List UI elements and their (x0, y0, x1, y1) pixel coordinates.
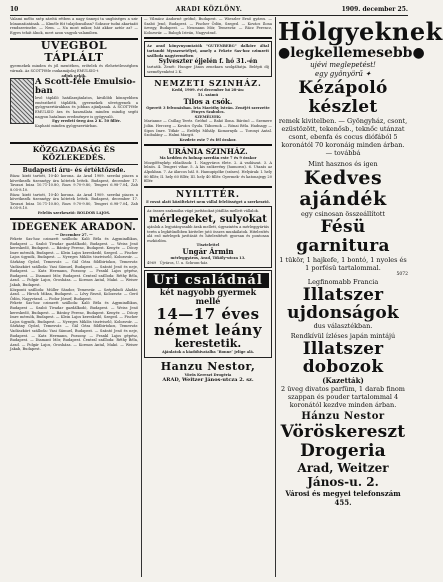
newspaper-title: ARADI KÖZLÖNY. (175, 6, 243, 13)
scott-ad-price: Egy eredeti üveg ára 2 K. 50 fillér. (52, 119, 121, 124)
divider (144, 144, 272, 146)
market-foot: Felelős szerkesztő: BOLDOR LAJOS. (37, 210, 111, 215)
idegen-text: Központi szálloda: Müller Sándor, Temesvár. — Szépfaludi Aladár, Arad. — Hirsch Miksa, Budapest. — Lővy Rezső, Kolozsvár. — Gerő Ödön, Nagyvárad. — Fodor József, Budapest. (10, 287, 138, 301)
idegen-text: Fekete Sas-hoz czimzett szálloda: Kaló Béla és Agymindlikus, Budapest — Szabó Tivadar gazdálkodó, Budapest. — Weiss Jenő kereskedő, Budapest. — Bárány Ferenc, Budapest. Kenyér. — Dóczy Imre mérnök, Budapest. — Klein Lajos kereskedő, Szeged. — Fischer Lajos ügynök, Budapest. — Nyerges Miklós tisztviselő, Kolozsvár. — Sárkány Győző, Temesvár. — Gál Géza földbirtokos, Temesvár. Vadászkürt szálloda: Vasi Sámuel, Budapest. — Szántó Jenő és neje, Budapest. — Katz Hermann, Pozsony. — Frankl Lajos gépész, Budapest. — Diamant Mór, Budapest. Central szálloda: Réthy Béla, Arad. — Polgár Lajos, Orosháza. — Kormos Antal, Makó. — Weiser Jakab, Budapest. (10, 301, 138, 352)
cast-foot: Kezdete este 7 és fél órakor. (179, 137, 237, 142)
column-2 (144, 17, 272, 577)
ungar-foot (147, 261, 269, 266)
uri-kel: két nagyobb gyermek mellé (159, 287, 257, 307)
nemzeti-date: Kedd, 1909. évi december hó 28-án: (171, 88, 245, 93)
gutenberg-ad-text: Az arad könyvnyomtatók "GUTENBERG" dalköre által tartandó Mysszesetélyei, amely a Fekete Sas-hoz czimzett szálloda nagytermében (147, 44, 269, 58)
uri-title: Uri családnál (147, 273, 269, 288)
idegen-sub: — December 27. — (55, 232, 93, 237)
ujevi-text: ujévi meglepetést! (310, 61, 376, 69)
idegen-title: IDEGENEK ARADON. (11, 221, 137, 233)
divider (10, 164, 138, 165)
market-text: Búza: kirát tartott, 10-40 korona. Az Arad 1909. szerdai piacra a következők tizennégy ára kötetek lettek. Budapest, december 17. Tavaszi búza 10.71-10.80, Rozs 9.70-9.80, Tengeri 6.98-7.04, Zab 8.05-8.10. (10, 174, 138, 192)
merleg-title: mérlegeket, sulyokat (149, 214, 267, 226)
illat-text: Rendkívül ízléses japán mintájú (290, 331, 396, 340)
holgy-title: Hölgyeknek (278, 17, 443, 46)
nemzeti-sub: 51. számú (197, 92, 219, 97)
article-text: Valami mélto szép zárótá rétben a nagy ünnepi ta ungbiséges a szir húnanzáiatának. — Kíméle fút tulajdonsában? Sokszor tudni akartaáit rendszerinebe. — Nem. — Na most mikor, hát akkor aztúr az? — Egyes tehát álnok, mert azon vagyok valamiben. (10, 17, 138, 35)
column-rule (275, 17, 276, 577)
uri-note: Ajánlatok a kiadóhivatalba ″Bonne″ jelige alá. (161, 350, 255, 355)
scott-ad-text: levő tápláló hatálarajánlatos, kiválóbb könnyebben emészthető táplálék, gyermekek sővetgyenek a gyógyszertárakban és jobban ajánljanak. A SCOTT-féle EMULSIO ára és használata minden mindig segíti nagyon hatalmas eredményre is gyógyvaló. (35, 96, 138, 119)
page-header (10, 6, 408, 16)
gutenberg-ad-date: Sylveszter éjjelén f. hó 31.-én (158, 58, 258, 66)
scott-ad-body (35, 78, 138, 128)
column-rule (141, 17, 142, 577)
uveg-ad-title: ÜVEGBŐL TÁPLÁLT (10, 38, 138, 64)
hanzu-small-sub: Vörös Kereszt Drogéria (184, 372, 232, 377)
fesu-text: 1 tükör, 1 hajkefe, 1 bontó, 1 nyoles és 1 porfésü tartalommal. (279, 256, 407, 272)
merleg-ad (144, 206, 272, 268)
cast-list: Marianne — Csillag Teréz. Grófnő — Bakó Ilona. Bárónő — Szemere Jolán. Herczeg — Kovács Gyula. Tábornok — Rónai Béla. Hadnagy — Sipos Imre. Titkár — Erdélyi Mihály. Komornyik — Toronyi Antal. Szobalány — Halmi Margit. (144, 119, 272, 138)
ungar-name: Ungár Ármin (182, 247, 234, 256)
issue-date: 1909. december 25. (341, 6, 408, 13)
illat1-title: Illatszer ujdonságok (287, 284, 399, 323)
page-number: 10 (10, 6, 19, 13)
ungar-text: mérleggyáros, Arad, Tököly-utcza 13. (170, 256, 246, 260)
divider (10, 218, 138, 220)
uveg-ad-text: gyermekek minden és jól mentében, erőtelek és élehetetlességben várnak. Az SCOTT-féle csukamájolaj EMULSIO-t (10, 64, 138, 73)
illat2-title: Illatszer dobozok (302, 338, 384, 377)
play-text: Operett 3 felvonásban. Irta Maróthy István. Zenéjét szerzette Fényes Szabolcs. (146, 105, 270, 115)
uri-kerestetik: kerestetik. (174, 337, 242, 351)
cast-title: SZEMÉLYEK: (194, 114, 222, 119)
urania-text: Mozgófénykép előadások: 1. Nagyváros élete. 2. A vadászat. 3. A bűnös. 4. Tengeri vihar. 5. A kis szökevény (humoros). 6. Utazás az Alpokban. 7. Az álarcos bál. 8. Hamupipőke (színes). Helyárak: I. hely 80 fillér, II. hely 60 fillér, III. hely 40 fillér. Gyermek- és katonajegy 20 fillér. (144, 160, 272, 184)
merleg-text: ajánlok a legjutányosabb árak mellett, úgyszintén a mérleggyártás terén a legkitűnőbben kivitelre jutó összes munkálatok. Hitelesítés alá eső mérlegek javítását és hitelesítését gyorsan és pontosan eszközlöm. (147, 225, 269, 243)
illat1-sub: dus választékban. (313, 321, 373, 330)
newspaper-page (10, 6, 443, 578)
merleg-intro: Az összes szakmába vágó javításokat jótállás mellett vállalok. (147, 209, 259, 214)
play-title: Tilos a csók. (183, 96, 233, 106)
fesu-title: Fésü garnitura (296, 217, 390, 256)
scott-ad-foot: Kapható minden gyógyszertárban. (35, 123, 98, 128)
section-sub: Budapesti áru- és értéktőzsde. (22, 167, 126, 175)
scott-fisherman-image (10, 78, 34, 124)
uveg-ad-sub: adjuk nekik. (61, 73, 87, 78)
kazetta-text: 2 üveg divatos parfüm, 1 darab finom szappan és pouder tartalommal 4 koronától kezdve minden árban. (281, 384, 405, 409)
ungar-sub: Újváros, U. u. Schrom-ház. (159, 260, 209, 265)
market-text: Búza: kirát tartott, 10-40 korona. Az Arad 1909. szerdai piacra a következők tizennégy ára kötetek lettek. Budapest, december 17. Tavaszi búza 10.71-10.80, Rozs 9.70-9.80, Tengeri 6.98-7.04, Zab 8.05-8.10. (10, 192, 138, 211)
egy-text: egy gyönyörű ✦ (314, 70, 372, 78)
nemzeti-title: NEMZETI SZINHÁZ. (154, 78, 262, 89)
arad-address: Arad, Weitzer János-u. 2. (297, 460, 389, 489)
urania-title: URÁNIA SZINHÁZ. (168, 147, 248, 157)
nyilter-title: NYILTTÉR. (175, 189, 240, 200)
mint-text: Mint hasznos és igen (308, 160, 378, 168)
divider (144, 37, 272, 39)
telefon: Városi és megyei telefonszám 455. (285, 488, 401, 507)
divider (10, 142, 138, 144)
kazettak: (Kazetták) (322, 375, 364, 385)
section-title: KÖZGAZDASÁG ÉS KÖZLEKEDÉS. (32, 145, 116, 163)
hanzu-title: Hánzu Nestor (301, 410, 385, 422)
legfinomabb: Legfinomabb Francia (307, 277, 379, 286)
fesu-num: 5072 (396, 272, 408, 277)
scott-ad (10, 78, 138, 140)
ungar-num: 4969 (147, 260, 157, 265)
scott-ad-title: A Scott-féle Emulsio-ban (35, 77, 136, 97)
merleg-sig: Tisztelettel (196, 243, 220, 248)
nyilter-note: E rovat alatt közöltekért nem vállal felelősséget a szerkesztő. (146, 199, 270, 204)
column-3 (278, 17, 443, 577)
column-1 (10, 17, 138, 577)
uri-ad (144, 270, 272, 358)
elegl-title: ●legkellemesebb● (278, 45, 425, 61)
arad-small: ARAD, Weitzer János-utcza 2. sz. (162, 377, 254, 384)
fesu-intro: egy csinosan összeállított (300, 210, 386, 218)
idegen-text: Fekete Sas-hoz czimzett szálloda: Kaló Béla és Agymindlikus, Budapest — Szabó Tivadar gazdálkodó, Budapest. — Weiss Jenő kereskedő, Budapest. — Bárány Ferenc, Budapest. Kenyér. — Dóczy Imre mérnök, Budapest. — Klein Lajos kereskedő, Szeged. — Fischer Lajos ügynök, Budapest. — Nyerges Miklós tisztviselő, Kolozsvár. — Sárkány Győző, Temesvár. — Gál Géza földbirtokos, Temesvár. Vadászkürt szálloda: Vasi Sámuel, Budapest. — Szántó Jenő és neje, Budapest. — Katz Hermann, Pozsony. — Frankl Lajos gépész, Budapest. — Diamant Mór, Budapest. Central szálloda: Réthy Béla, Arad. — Polgár Lajos, Orosháza. — Kormos Antal, Makó. — Weiser Jakab, Budapest. (10, 237, 138, 288)
urania-sub: Ma kedden és holnap szerdán este 7 és 9 órakor (159, 156, 257, 161)
voros-title: Vöröskereszt Drogeria (280, 421, 406, 461)
gutenberg-ad-text2: tartatik. Zenét: Hunger János zenekara szolgáltatja. Belépti díj személyenként 2 K. (147, 65, 269, 74)
gutenberg-ad (144, 41, 272, 77)
divider (144, 186, 272, 188)
hanzu-small: Hanzu Nestor, (160, 359, 256, 373)
article-text: — Vilmácz Andorné grófnő, Budapest. — Wieszler Ernő gyáros. — Szabó Jenő, Budapest. — Fischer Ödön, Szeged. — Kovács Ilona özvegy, Budapest. — Neumann Mór, Temesvár. — Rácz Ferencz, Kolozsvár. — Balogh István, Nagyvárad. (144, 17, 272, 35)
kedves-title: Kedves ajándék (299, 167, 387, 210)
kezapolo-text: remek kivitelben. — Gyöngyház, csont, ezüstözött, tekenősb., teknőc utánzat csont, ebenfa és cocus diófából 5 koronától 70 koronáig minden árban. — továbbá (278, 117, 408, 157)
kezapolo-title: Kézápoló készlet (298, 78, 388, 117)
uri-big: 14—17 éves német leány (153, 305, 263, 340)
